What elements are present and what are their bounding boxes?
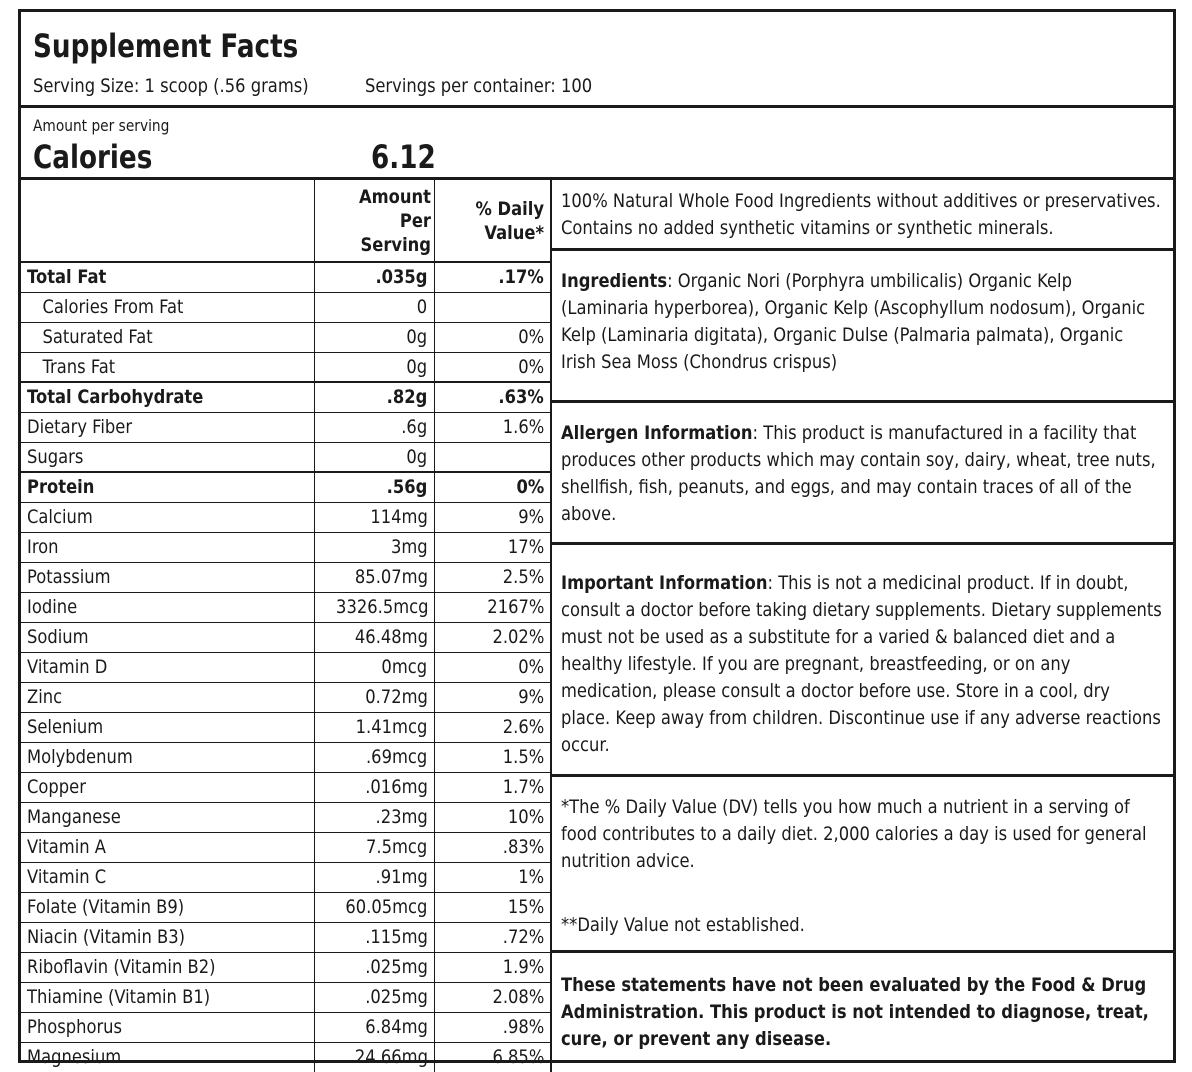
nutrient-name: Magnesium — [21, 1042, 314, 1072]
ingredients-title: Ingredients — [561, 270, 668, 292]
table-row — [21, 532, 551, 562]
nutrient-name: Potassium — [21, 562, 314, 592]
table-row — [21, 622, 551, 652]
nutrient-table — [21, 180, 552, 1072]
serving-size: Serving Size: 1 scoop (.56 grams) — [33, 75, 309, 97]
nutrient-daily-value: 1.6% — [434, 412, 551, 442]
allergen-text: : This product is manufactured in a facility that produces other products which may contain soy, dairy, wheat, tree nuts, shellfish, fish, peanuts, and eggs, and may contain traces of all of the above. — [561, 422, 1156, 525]
table-row — [21, 952, 551, 982]
table-row — [21, 412, 551, 442]
nutrient-amount: 85.07mg — [314, 562, 434, 592]
nutrient-name: Calories From Fat — [21, 292, 314, 322]
info-panel — [551, 180, 1173, 1060]
nutrient-amount: 6.84mg — [314, 1012, 434, 1042]
table-row — [21, 862, 551, 892]
nutrient-daily-value: 1.5% — [434, 742, 551, 772]
calories-row — [21, 108, 1173, 180]
nutrient-daily-value: 17% — [434, 532, 551, 562]
nutrient-name: Total Carbohydrate — [21, 382, 314, 412]
table-row — [21, 292, 551, 322]
table-row — [21, 1042, 551, 1072]
nutrient-amount: 7.5mcg — [314, 832, 434, 862]
nutrient-daily-value: 15% — [434, 892, 551, 922]
nutrient-daily-value: 6.85% — [434, 1042, 551, 1072]
nutrient-amount: 114mg — [314, 502, 434, 532]
ingredients-section — [551, 262, 1173, 392]
nutrient-name: Folate (Vitamin B9) — [21, 892, 314, 922]
nutrient-name: Sugars — [21, 442, 314, 472]
table-row — [21, 592, 551, 622]
nutrient-name: Iron — [21, 532, 314, 562]
nutrient-daily-value: 2167% — [434, 592, 551, 622]
table-row — [21, 352, 551, 382]
allergen-title: Allergen Information — [561, 422, 753, 444]
nutrient-daily-value: .83% — [434, 832, 551, 862]
daily-value-note: *The % Daily Value (DV) tells you how much a nutrient in a serving of food contributes to a daily diet. 2,000 calories a day is used for general nutrition advice. — [561, 796, 1147, 872]
nutrient-daily-value: 2.02% — [434, 622, 551, 652]
allergen-section — [551, 414, 1173, 536]
header-amount-per-serving: Amount Per Serving — [314, 180, 434, 262]
table-row — [21, 772, 551, 802]
nutrient-name: Niacin (Vitamin B3) — [21, 922, 314, 952]
nutrient-amount: .91mg — [314, 862, 434, 892]
header-daily-value: % Daily Value* — [434, 180, 551, 262]
nutrient-daily-value: 0% — [434, 322, 551, 352]
nutrient-name: Vitamin C — [21, 862, 314, 892]
header-blank — [21, 180, 314, 262]
nutrient-name: Riboflavin (Vitamin B2) — [21, 952, 314, 982]
ingredients-text: : Organic Nori (Porphyra umbilicalis) Organic Kelp (Laminaria hyperborea), Organic Kelp (Ascophyllum nodosum), Organic Kelp (Laminaria digitata), Organic Dulse (Palmaria palmata), Organic Irish Sea Moss (Chondrus crispus) — [561, 270, 1146, 373]
nutrient-daily-value: 0% — [434, 472, 551, 502]
divider — [551, 400, 1173, 403]
table-row — [21, 712, 551, 742]
table-row — [21, 682, 551, 712]
nutrient-amount: 60.05mcg — [314, 892, 434, 922]
nutrient-daily-value: 2.08% — [434, 982, 551, 1012]
nutrient-amount: 0mcg — [314, 652, 434, 682]
nutrient-name: Selenium — [21, 712, 314, 742]
nutrient-name: Dietary Fiber — [21, 412, 314, 442]
table-row — [21, 382, 551, 412]
table-row — [21, 802, 551, 832]
nutrient-daily-value — [434, 292, 551, 322]
supplement-facts-label — [18, 9, 1176, 1068]
nutrient-amount: .025mg — [314, 982, 434, 1012]
calories-value: 6.12 — [371, 138, 436, 176]
nutrient-amount: 0g — [314, 442, 434, 472]
nutrient-name: Trans Fat — [21, 352, 314, 382]
label-header — [21, 12, 1173, 108]
nutrient-amount: .016mg — [314, 772, 434, 802]
table-row — [21, 472, 551, 502]
nutrient-name: Protein — [21, 472, 314, 502]
nutrient-name: Total Fat — [21, 262, 314, 292]
nutrient-amount: 0 — [314, 292, 434, 322]
divider — [551, 542, 1173, 545]
nutrient-amount: .115mg — [314, 922, 434, 952]
table-row — [21, 892, 551, 922]
divider — [551, 950, 1173, 953]
fda-disclaimer: These statements have not been evaluated by the Food & Drug Administration. This product is not intended to diagnose, treat, cure, or prevent any disease. — [561, 974, 1149, 1050]
nutrient-name: Vitamin A — [21, 832, 314, 862]
nutrient-daily-value: 0% — [434, 352, 551, 382]
nutrient-daily-value: .98% — [434, 1012, 551, 1042]
nutrient-daily-value: 9% — [434, 682, 551, 712]
nutrient-name: Calcium — [21, 502, 314, 532]
nutrient-amount: 0g — [314, 352, 434, 382]
nutrient-name: Iodine — [21, 592, 314, 622]
nutrient-daily-value: 10% — [434, 802, 551, 832]
nutrient-name: Molybdenum — [21, 742, 314, 772]
nutrient-daily-value: .17% — [434, 262, 551, 292]
nutrient-daily-value: .63% — [434, 382, 551, 412]
nutrient-daily-value: .72% — [434, 922, 551, 952]
servings-per-container: Servings per container: 100 — [365, 75, 593, 97]
nutrient-name: Copper — [21, 772, 314, 802]
nutrient-amount: 46.48mg — [314, 622, 434, 652]
divider — [551, 248, 1173, 251]
nutrient-amount: .69mcg — [314, 742, 434, 772]
nutrient-amount: .82g — [314, 382, 434, 412]
nutrient-name: Sodium — [21, 622, 314, 652]
nutrient-name: Thiamine (Vitamin B1) — [21, 982, 314, 1012]
nutrient-daily-value: 1.9% — [434, 952, 551, 982]
nutrient-amount: 0.72mg — [314, 682, 434, 712]
table-row — [21, 502, 551, 532]
table-row — [21, 1012, 551, 1042]
nutrient-amount: .6g — [314, 412, 434, 442]
table-row — [21, 922, 551, 952]
nutrient-amount: 3mg — [314, 532, 434, 562]
calories-label: Calories — [33, 138, 153, 176]
table-row — [21, 652, 551, 682]
nutrient-amount: 0g — [314, 322, 434, 352]
table-row — [21, 262, 551, 292]
table-row — [21, 742, 551, 772]
amount-per-serving-label: Amount per serving — [33, 116, 170, 135]
table-row — [21, 982, 551, 1012]
label-title: Supplement Facts — [33, 27, 299, 65]
nutrient-daily-value: 2.6% — [434, 712, 551, 742]
nutrient-amount: 3326.5mcg — [314, 592, 434, 622]
nutrient-name: Phosphorus — [21, 1012, 314, 1042]
nutrient-amount: .025mg — [314, 952, 434, 982]
nutrient-daily-value: 2.5% — [434, 562, 551, 592]
natural-ingredients-note: 100% Natural Whole Food Ingredients without additives or preservatives. Contains no added synthetic vitamins or synthetic minerals. — [561, 190, 1161, 239]
nutrient-name: Manganese — [21, 802, 314, 832]
nutrient-daily-value: 0% — [434, 652, 551, 682]
nutrient-amount: 1.41mcg — [314, 712, 434, 742]
important-title: Important Information — [561, 572, 768, 594]
nutrient-name: Zinc — [21, 682, 314, 712]
nutrient-amount: 24.66mg — [314, 1042, 434, 1072]
divider — [551, 774, 1173, 777]
nutrient-name: Vitamin D — [21, 652, 314, 682]
daily-value-not-established: **Daily Value not established. — [561, 914, 805, 936]
table-row — [21, 442, 551, 472]
table-row — [21, 562, 551, 592]
table-row — [21, 322, 551, 352]
nutrient-amount: .56g — [314, 472, 434, 502]
nutrient-daily-value: 1% — [434, 862, 551, 892]
nutrient-amount: .035g — [314, 262, 434, 292]
nutrient-daily-value — [434, 442, 551, 472]
important-info-section — [551, 564, 1173, 764]
nutrient-table-header — [21, 180, 551, 262]
table-row — [21, 832, 551, 862]
nutrient-daily-value: 9% — [434, 502, 551, 532]
important-text: : This is not a medicinal product. If in doubt, consult a doctor before taking dietary supplements. Dietary supplements must not be used as a substitute for a varied & balanced diet and a healthy lifestyle. If you are pregnant, breastfeeding, or on any medication, please consult a doctor before use. Store in a cool, dry place. Keep away from children. Discontinue use if any adverse reactions occur. — [561, 572, 1162, 756]
nutrient-name: Saturated Fat — [21, 322, 314, 352]
nutrient-amount: .23mg — [314, 802, 434, 832]
nutrient-daily-value: 1.7% — [434, 772, 551, 802]
